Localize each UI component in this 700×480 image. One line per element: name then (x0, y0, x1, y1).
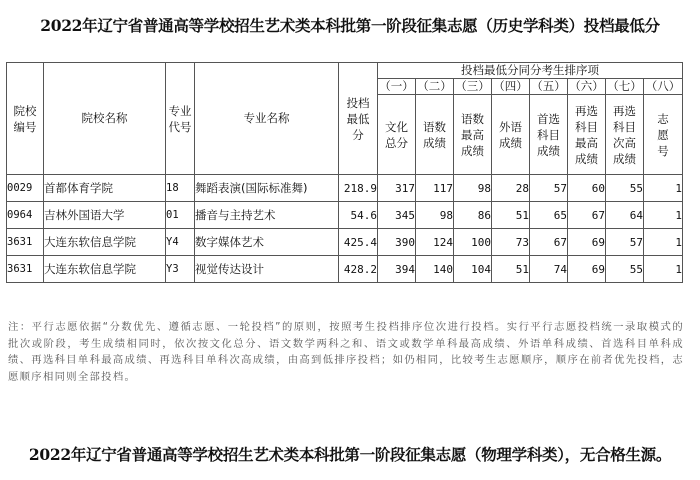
header-chinese-math: 语数成绩 (416, 95, 454, 175)
school-code: 0029 (7, 175, 44, 202)
reselect-max: 67 (568, 202, 606, 229)
header-order-4: （四） (493, 79, 528, 93)
header-reselect-second: 再选科目次高成绩 (606, 95, 644, 175)
header-tiebreak-group: 投档最低分同分考生排序项 (378, 63, 683, 79)
chinese-math-max: 104 (454, 256, 492, 283)
school-name: 首都体育学院 (44, 175, 166, 202)
foreign-language: 73 (492, 229, 530, 256)
chinese-math-max: 100 (454, 229, 492, 256)
table-row (7, 202, 683, 229)
header-order-1: （一） (379, 79, 414, 93)
major-code: 18 (166, 175, 195, 202)
reselect-second: 64 (606, 202, 644, 229)
foreign-language: 28 (492, 175, 530, 202)
header-order-5: （五） (531, 79, 566, 93)
reselect-second: 57 (606, 229, 644, 256)
header-min-score: 投档最低分 (339, 63, 378, 175)
major-name: 数字媒体艺术 (195, 229, 339, 256)
school-code: 0964 (7, 202, 44, 229)
min-score: 425.4 (339, 229, 378, 256)
header-total-score: 文化总分 (378, 95, 416, 175)
major-name: 播音与主持艺术 (195, 202, 339, 229)
header-choice-number: 志愿号 (644, 95, 683, 175)
total-score: 390 (378, 229, 416, 256)
footnote: 注：平行志愿依据“分数优先、遵循志愿、一轮投档”的原则，按照考生投档排序位次进行投档。实行平行志愿投档统一录取模式的批次或阶段，考生成绩相同时，依次按文化总分、语文数学两科之和、语文或数学单科最高成绩、外语单科成绩、首选科目单科成绩、再选科目单科最高成绩、再选科目单科次高成绩，由高到低排序投档；如仍相同，比较考生志愿顺序，顺序在前者优先投档，志愿顺序相同则全部投档。 (8, 321, 684, 383)
header-reselect-max: 再选科目最高成绩 (568, 95, 606, 175)
physics-category-notice: 2022年辽宁省普通高等学校招生艺术类本科批第一阶段征集志愿（物理学科类），无合格生源。 (28, 445, 672, 464)
choice-number: 1 (644, 202, 683, 229)
first-choice-subject: 67 (530, 229, 568, 256)
choice-number: 1 (644, 256, 683, 283)
total-score: 394 (378, 256, 416, 283)
choice-number: 1 (644, 229, 683, 256)
major-name: 舞蹈表演(国际标准舞) (195, 175, 339, 202)
header-first-choice-subject: 首选科目成绩 (530, 95, 568, 175)
table-row (7, 175, 683, 202)
chinese-math: 140 (416, 256, 454, 283)
school-code: 3631 (7, 229, 44, 256)
page-title: 2022年辽宁省普通高等学校招生艺术类本科批第一阶段征集志愿（历史学科类）投档最低分 (40, 16, 660, 35)
chinese-math-max: 86 (454, 202, 492, 229)
foreign-language: 51 (492, 256, 530, 283)
chinese-math-max: 98 (454, 175, 492, 202)
first-choice-subject: 57 (530, 175, 568, 202)
total-score: 345 (378, 202, 416, 229)
header-order-2: （二） (417, 79, 452, 93)
header-major-code: 专业代号 (166, 63, 195, 175)
school-name: 大连东软信息学院 (44, 229, 166, 256)
major-name: 视觉传达设计 (195, 256, 339, 283)
header-major-name: 专业名称 (195, 63, 339, 175)
header-order-8: （八） (644, 79, 683, 95)
reselect-max: 69 (568, 229, 606, 256)
header-order-6: （六） (569, 79, 604, 93)
min-score: 428.2 (339, 256, 378, 283)
header-order-7: （七） (607, 79, 642, 93)
choice-number: 1 (644, 175, 683, 202)
score-table (6, 62, 683, 283)
reselect-max: 60 (568, 175, 606, 202)
school-code: 3631 (7, 256, 44, 283)
first-choice-subject: 65 (530, 202, 568, 229)
header-order-3: （三） (455, 79, 490, 93)
reselect-max: 69 (568, 256, 606, 283)
major-code: 01 (166, 202, 195, 229)
table-row (7, 229, 683, 256)
major-code: Y3 (166, 256, 195, 283)
chinese-math: 124 (416, 229, 454, 256)
school-name: 大连东软信息学院 (44, 256, 166, 283)
min-score: 218.9 (339, 175, 378, 202)
table-row (7, 256, 683, 283)
reselect-second: 55 (606, 175, 644, 202)
total-score: 317 (378, 175, 416, 202)
min-score: 54.6 (339, 202, 378, 229)
header-school-name: 院校名称 (44, 63, 166, 175)
header-school-code: 院校编号 (7, 63, 44, 175)
header-chinese-math-max: 语数最高成绩 (454, 95, 492, 175)
major-code: Y4 (166, 229, 195, 256)
header-foreign-language: 外语成绩 (492, 95, 530, 175)
chinese-math: 117 (416, 175, 454, 202)
chinese-math: 98 (416, 202, 454, 229)
foreign-language: 51 (492, 202, 530, 229)
first-choice-subject: 74 (530, 256, 568, 283)
reselect-second: 55 (606, 256, 644, 283)
school-name: 吉林外国语大学 (44, 202, 166, 229)
